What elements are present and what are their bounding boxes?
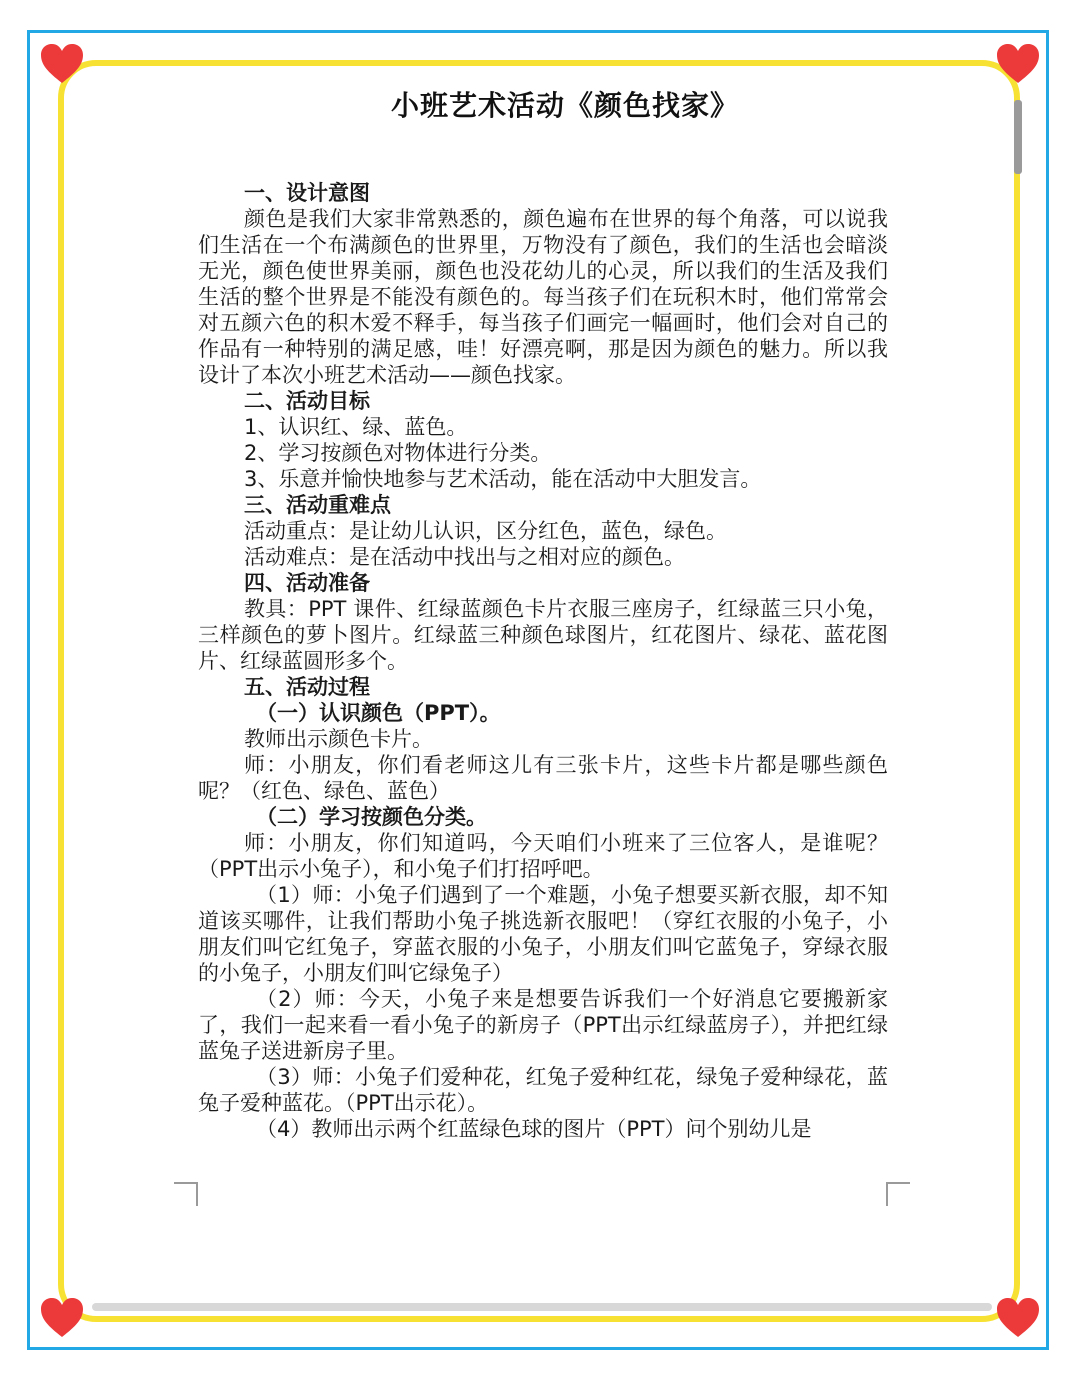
paragraph: （1）师：小兔子们遇到了一个难题，小兔子想要买新衣服，却不知道该买哪件，让我们帮助小兔子挑选新衣服吧！（穿红衣服的小兔子，小朋友们叫它红兔子，穿蓝衣服的小兔子，小朋友们叫它蓝兔子，穿绿衣服的小兔子，小朋友们叫它绿兔子） [198,883,888,985]
page-corner-mark [886,1182,910,1206]
paragraph: 活动难点：是在活动中找出与之相对应的颜色。 [244,545,685,569]
paragraph: 师：小朋友，你们看老师这儿有三张卡片，这些卡片都是哪些颜色呢？（红色、绿色、蓝色） [198,753,888,803]
document-title: 小班艺术活动《颜色找家》 [390,89,739,122]
paragraph: （3）师：小兔子们爱种花，红兔子爱种红花，绿兔子爱种绿花，蓝兔子爱种蓝花。（PPT出示花）。 [198,1065,888,1115]
section-heading: 一、设计意图 [244,181,370,205]
section-heading: 二、活动目标 [244,389,370,413]
heart-icon [38,40,86,88]
list-item: 1、认识红、绿、蓝色。 [244,415,468,439]
paragraph: 师：小朋友，你们知道吗，今天咱们小班来了三位客人，是谁呢？（PPT出示小兔子），和小兔子们打招呼吧。 [198,831,888,881]
paragraph: 教师出示颜色卡片。 [244,727,433,751]
heart-icon [38,1294,86,1342]
paragraph: 教具：PPT 课件、红绿蓝颜色卡片衣服三座房子，红绿蓝三只小兔，三样颜色的萝卜图片。红绿蓝三种颜色球图片，红花图片、绿花、蓝花图片、红绿蓝圆形多个。 [198,597,888,673]
section-heading: 五、活动过程 [244,675,370,699]
heart-icon [994,40,1042,88]
subsection-heading: （二）学习按颜色分类。 [256,805,487,829]
section-heading: 四、活动准备 [244,571,370,595]
page-corner-mark [174,1182,198,1206]
subsection-heading: （一）认识颜色（PPT）。 [256,701,501,725]
paragraph: 颜色是我们大家非常熟悉的，颜色遍布在世界的每个角落，可以说我们生活在一个布满颜色的世界里，万物没有了颜色，我们的生活也会暗淡无光，颜色使世界美丽，颜色也没花幼儿的心灵，所以我们的生活及我们生活的整个世界是不能没有颜色的。每当孩子们在玩积木时，他们常常会对五颜六色的积木爱不释手，每当孩子们画完一幅画时，他们会对自己的作品有一种特别的满足感，哇！好漂亮啊，那是因为颜色的魅力。所以我设计了本次小班艺术活动——颜色找家。 [198,207,888,387]
list-item: 2、学习按颜色对物体进行分类。 [244,441,552,465]
heart-icon [994,1294,1042,1342]
section-heading: 三、活动重难点 [244,493,391,517]
document-body [198,180,888,1142]
list-item: 3、乐意并愉快地参与艺术活动，能在活动中大胆发言。 [244,467,762,491]
paragraph: （2）师：今天，小兔子来是想要告诉我们一个好消息它要搬新家了，我们一起来看一看小兔子的新房子（PPT出示红绿蓝房子），并把红绿蓝兔子送进新房子里。 [198,987,888,1063]
page-bottom-edge [92,1303,992,1311]
paragraph: （4）教师出示两个红蓝绿色球的图片（PPT）问个别幼儿是 [256,1117,812,1141]
scrollbar[interactable] [1014,100,1022,174]
paragraph: 活动重点：是让幼儿认识，区分红色，蓝色，绿色。 [244,519,727,543]
